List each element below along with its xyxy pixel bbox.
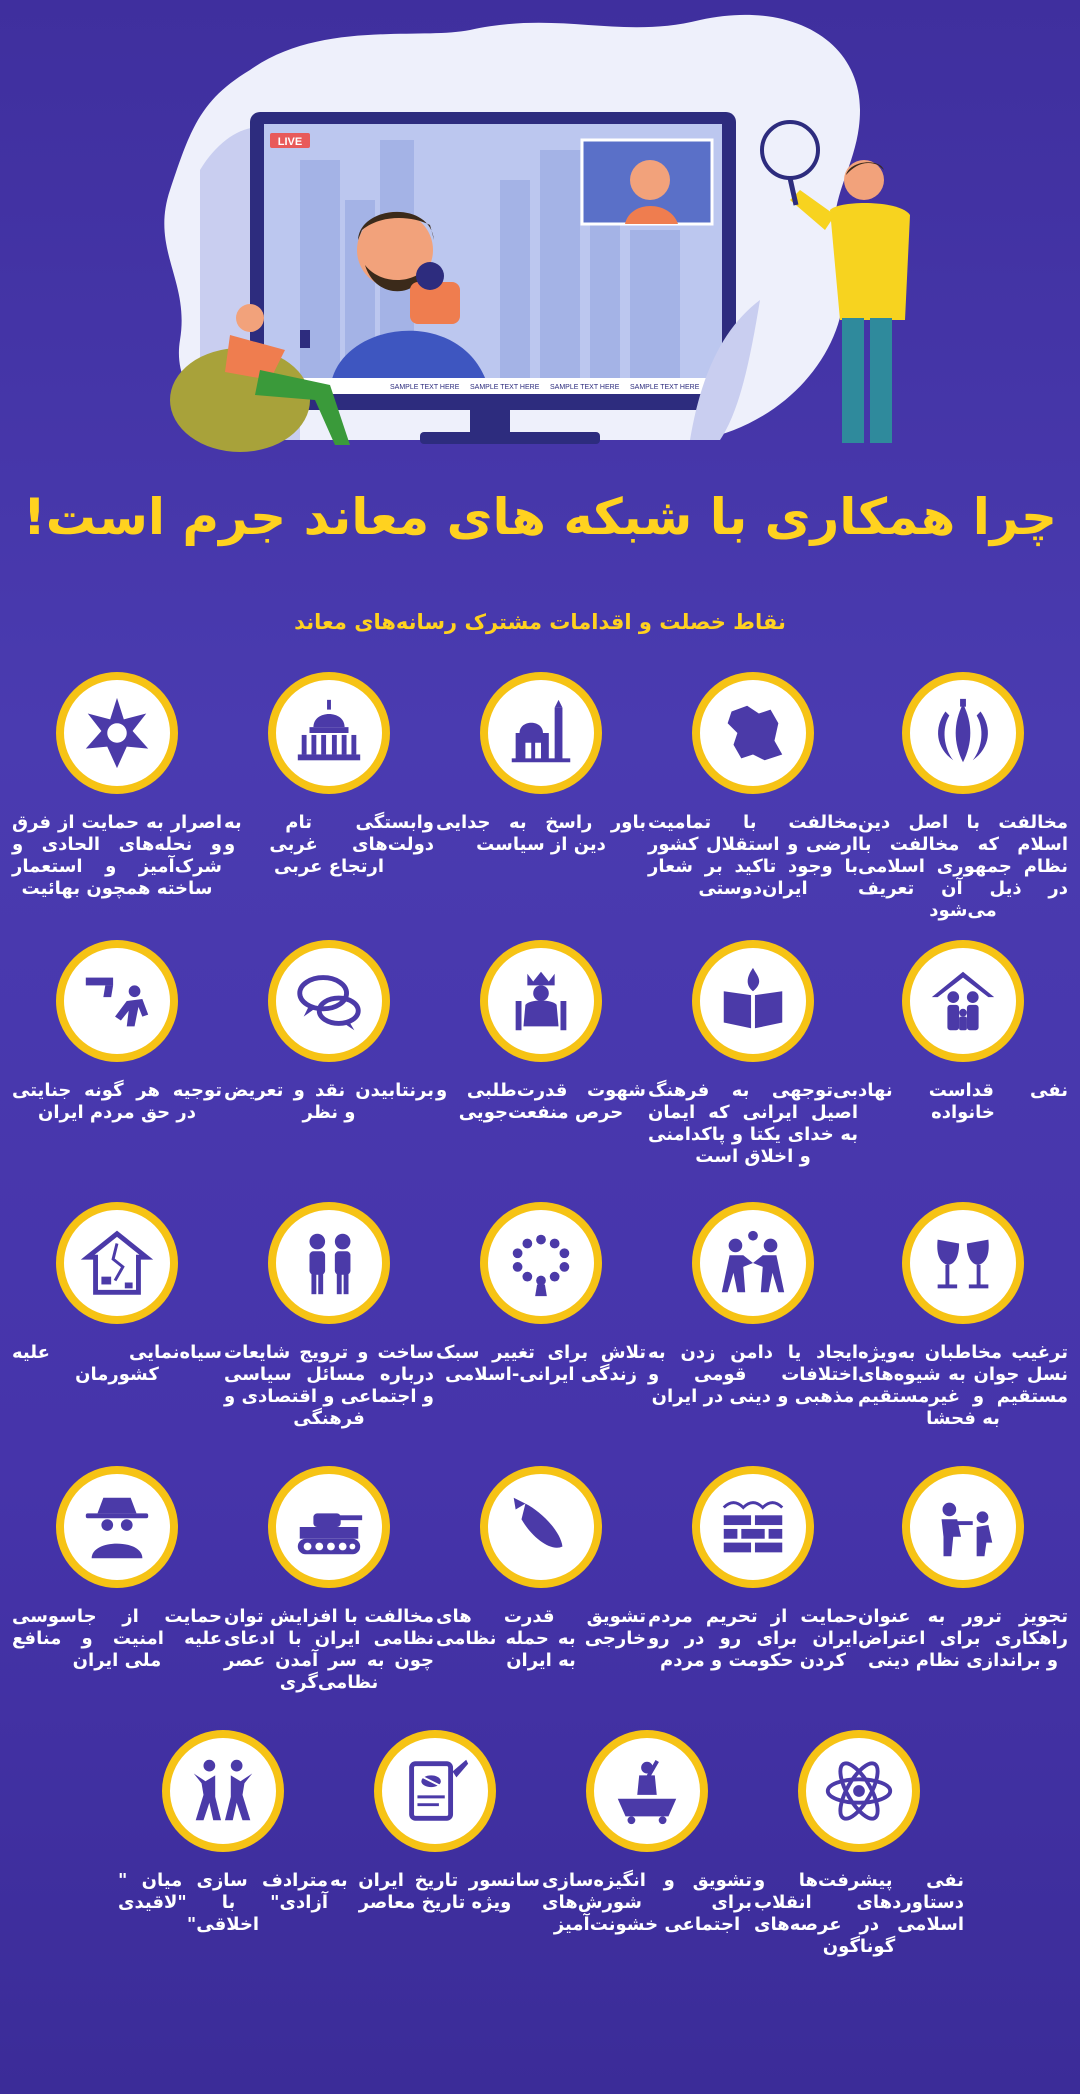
icon-circle — [480, 1202, 602, 1324]
item-label: بی‌توجهی به فرهنگ اصیل ایرانی که ایمان به خدای یکتا و پاکدامنی و اخلاق است — [648, 1080, 858, 1167]
riot-icon — [608, 1752, 686, 1830]
sanction-wall-icon — [714, 1488, 792, 1566]
item-label: سیاه‌نمایی علیه کشورمان — [12, 1342, 222, 1385]
icon-circle — [586, 1730, 708, 1852]
section-subtitle: نقاط خصلت و اقدامات مشترک رسانه‌های معاند — [294, 610, 786, 634]
item-label: سانسور تاریخ ایران به ویژه تاریخ معاصر — [330, 1870, 540, 1913]
icon-circle — [268, 1466, 390, 1588]
icon-circle — [374, 1730, 496, 1852]
ruined-house-icon — [78, 1224, 156, 1302]
fighting-people-icon — [714, 1224, 792, 1302]
ticker-item: SAMPLE TEXT HERE — [550, 384, 620, 391]
item-label: ترغیب مخاطبان به‌ویژه نسل جوان به شیوه‌های مستقیم و غیرمستقیم به فحشا — [858, 1342, 1068, 1429]
icon-circle — [902, 1202, 1024, 1324]
item-label: اصرار به حمایت از فرق و نحله‌های الحادی و شرک‌آمیز و استعمار ساخته همچون بهائیت — [12, 812, 222, 899]
wine-glasses-icon — [924, 1224, 1002, 1302]
book-flame-icon — [714, 962, 792, 1040]
ticker-item: SAMPLE TEXT HERE — [390, 384, 460, 391]
item-label: مخالفت با افزایش توان نظامی ایران با ادعای چون به سر آمدن عصر نظامی‌گری — [224, 1606, 434, 1693]
icon-circle — [692, 1202, 814, 1324]
bomb-icon — [502, 1488, 580, 1566]
king-throne-icon — [502, 962, 580, 1040]
item-label: نفی پیشرفت‌ها و دستاوردهای انقلاب اسلامی در عرصه‌های گوناگون — [754, 1870, 964, 1957]
icon-circle — [56, 672, 178, 794]
iran-emblem-icon — [924, 694, 1002, 772]
main-title: چرا همکاری با شبکه های معاند جرم است! — [22, 488, 1057, 546]
gun-victim-icon — [78, 962, 156, 1040]
icon-circle — [56, 940, 178, 1062]
item-label: ایجاد یا دامن زدن به اختلافات قومی و مذهبی و دینی در ایران — [648, 1342, 858, 1407]
item-label: برنتابیدن نقد و تعریض و نظر — [224, 1080, 434, 1123]
item-label: مخالفت با تمامیت ارضی و استقلال کشور با وجود تاکید بر شعار ایران‌دوستی — [648, 812, 858, 899]
icon-circle — [480, 1466, 602, 1588]
item-label: وابستگی تام به دولت‌های غربی و ارتجاع عربی — [224, 812, 434, 877]
item-label: توجیه هر گونه جنایتی در حق مردم ایران — [12, 1080, 222, 1123]
icon-circle — [480, 672, 602, 794]
star-emblem-icon — [78, 694, 156, 772]
item-label: نفی قداست نهاد خانواده — [858, 1080, 1068, 1123]
item-label: حمایت از تحریم مردم ایران برای رو در رو کردن حکومت و مردم — [648, 1606, 858, 1671]
terror-attack-icon — [924, 1488, 1002, 1566]
icon-circle — [692, 940, 814, 1062]
speech-bubbles-icon — [290, 962, 368, 1040]
item-label: تجویز ترور به عنوان راهکاری برای اعتراض و براندازی نظام دینی — [858, 1606, 1068, 1671]
item-label: تشویق قدرت های خارجی به حمله نظامی به ایران — [436, 1606, 646, 1671]
icon-circle — [902, 1466, 1024, 1588]
ticker-item: SAMPLE TEXT HERE — [470, 384, 540, 391]
icon-circle — [162, 1730, 284, 1852]
icon-circle — [268, 672, 390, 794]
item-label: مترادف سازی میان " آزادی" با "لاقیدی اخلاقی" — [118, 1870, 328, 1935]
dancing-people-icon — [184, 1752, 262, 1830]
icon-circle — [798, 1730, 920, 1852]
atom-icon — [820, 1752, 898, 1830]
item-label: حمایت از جاسوسی علیه امنیت و منافع ملی ایران — [12, 1606, 222, 1671]
capitol-icon — [290, 694, 368, 772]
icon-circle — [692, 672, 814, 794]
item-label: تلاش برای تغییر سبک زندگی ایرانی-اسلامی — [436, 1342, 646, 1385]
icon-circle — [902, 672, 1024, 794]
iran-map-icon — [714, 694, 792, 772]
icon-circle — [56, 1202, 178, 1324]
icon-circle — [480, 940, 602, 1062]
icon-circle — [56, 1466, 178, 1588]
ticker-item: SAMPLE TEXT HERE — [630, 384, 700, 391]
icon-circle — [902, 940, 1024, 1062]
icon-circle — [268, 1202, 390, 1324]
censored-scroll-icon — [396, 1752, 474, 1830]
family-house-icon — [924, 962, 1002, 1040]
tank-icon — [290, 1488, 368, 1566]
prayer-beads-icon — [502, 1224, 580, 1302]
item-label: ساخت و ترویج شایعات درباره مسائل سیاسی و اجتماعی و اقتصادی و فرهنگی — [224, 1342, 434, 1429]
item-label: تشویق و انگیزه‌سازی برای شورش‌های اجتماعی خشونت‌آمیز — [542, 1870, 752, 1935]
whispering-people-icon — [290, 1224, 368, 1302]
live-badge: LIVE — [277, 136, 303, 148]
item-label: باور راسخ به جدایی دین از سیاست — [436, 812, 646, 855]
spy-icon — [78, 1488, 156, 1566]
item-label: مخالفت با اصل دین اسلام که مخالفت با نظام جمهوری اسلامی در ذیل آن تعریف می‌شود — [858, 812, 1068, 921]
icon-circle — [692, 1466, 814, 1588]
mosque-icon — [502, 694, 580, 772]
icon-circle — [268, 940, 390, 1062]
item-label: شهوت قدرت‌طلبی و حرص منفعت‌جویی — [436, 1080, 646, 1123]
